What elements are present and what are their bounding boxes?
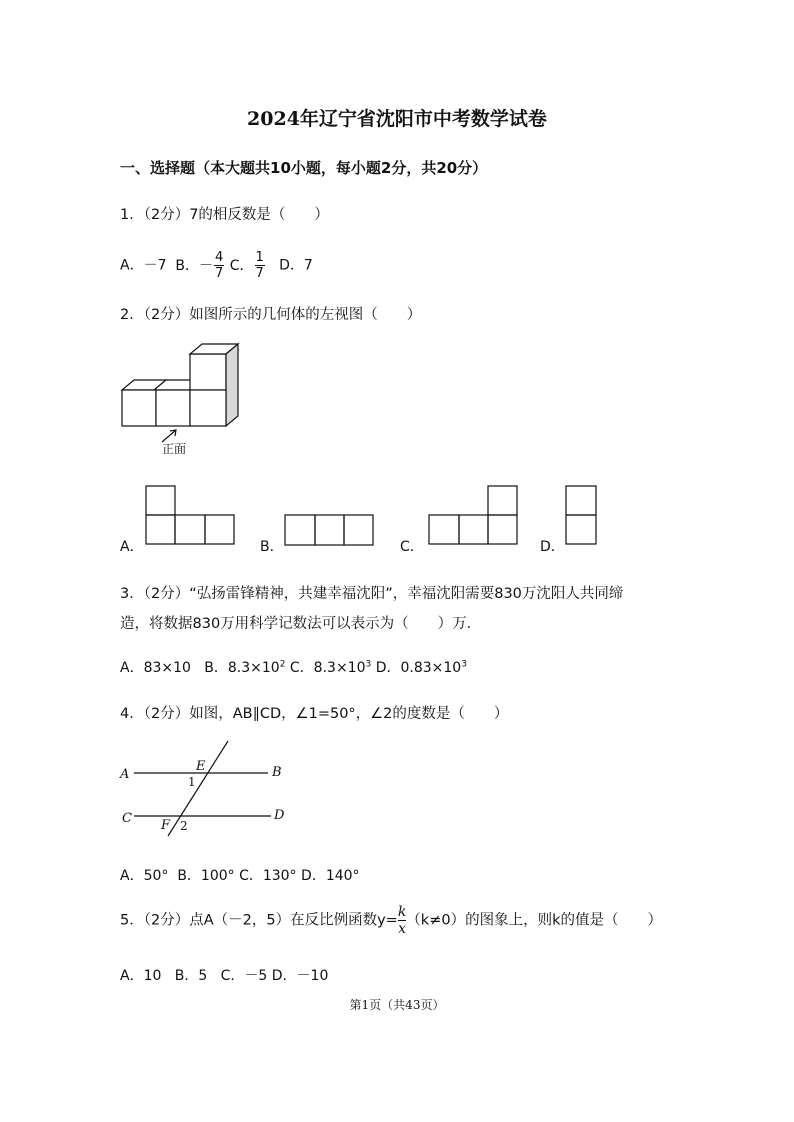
q4-option-c: C．130°: [239, 868, 297, 884]
page-footer: 第1页（共43页）: [349, 998, 445, 1012]
section-heading: 一、选择题（本大题共10小题，每小题2分，共20分）: [120, 159, 488, 177]
q4-option-d: D．140°: [301, 868, 360, 884]
label-A: A: [120, 767, 130, 782]
q5-option-c: C．－5: [220, 968, 268, 984]
q3-option-c: C．$8.3\times 10^3$: [289, 659, 372, 676]
label-B: B: [272, 765, 282, 780]
label-F: F: [161, 818, 171, 833]
q1-option-b: B．－ $\frac{4}{7}$: [175, 250, 224, 281]
q5-fraction: $\frac{k}{x}$: [397, 904, 407, 937]
q2-option-b-label: B．: [260, 539, 284, 555]
q2-option-a-figure: [145, 485, 237, 547]
q5-option-b: B．5: [174, 968, 208, 984]
question-3-line-1: 3．（2分）“弘扬雷锋精神，共建幸福沈阳”，幸福沈阳需要830万沈阳人共同缔: [120, 586, 624, 602]
q4-parallel-lines-figure: [116, 738, 296, 838]
q1-option-c: C． $\frac{1}{7}$: [229, 250, 264, 281]
label-E: E: [196, 759, 206, 774]
q4-option-b: B．100°: [177, 868, 235, 884]
question-2-stem: 2．（2分）如图所示的几何体的左视图（ ）: [120, 307, 422, 323]
q1-c-fraction: $\frac{1}{7}$: [255, 250, 264, 281]
page-title: 2024年辽宁省沈阳市中考数学试卷: [247, 108, 547, 130]
q3-option-d: D．$0.83\times 10^3$: [375, 659, 467, 676]
question-3-options: [120, 657, 467, 677]
front-label: 正面: [162, 442, 187, 456]
question-4-options: [120, 865, 360, 885]
q2-option-c-figure: [428, 485, 520, 547]
q1-option-d: D．7: [279, 257, 313, 274]
q2-option-d-figure: [565, 485, 599, 547]
q2-option-b-figure: [284, 514, 376, 547]
question-3-line-2: 造，将数据830万用科学记数法可以表示为（ ）万．: [120, 616, 482, 632]
question-5-stem: 5．（2分）点A（－2，5）在反比例函数y= $\frac{k}{x}$ （k≠0）的图象上，则k的值是（ ）: [120, 904, 662, 937]
question-1-options: [120, 250, 313, 281]
q3-option-b: B．$8.3\times 10^2$: [204, 659, 286, 676]
question-5-options: [120, 965, 328, 985]
question-4-stem: 4．（2分）如图，AB∥CD，∠1=50°，∠2的度数是（ ）: [120, 706, 509, 722]
q5-option-a: A．10: [120, 968, 162, 984]
q4-option-a: A．50°: [120, 868, 169, 884]
q1-b-fraction: $\frac{4}{7}$: [215, 250, 224, 281]
q3-option-a: A．83×10: [120, 660, 191, 676]
q2-option-a-label: A．: [120, 539, 144, 555]
label-D: D: [274, 808, 285, 823]
q1-option-a: A．－7: [120, 257, 167, 274]
label-C: C: [122, 811, 132, 826]
angle-1-label: 1: [188, 775, 196, 789]
q2-option-d-label: D．: [540, 539, 565, 555]
q5-option-d: D．－10: [271, 968, 329, 984]
q2-option-c-label: C．: [400, 539, 424, 555]
angle-2-label: 2: [180, 819, 188, 833]
question-1-stem: 1．（2分）7的相反数是（ ）: [120, 207, 329, 223]
